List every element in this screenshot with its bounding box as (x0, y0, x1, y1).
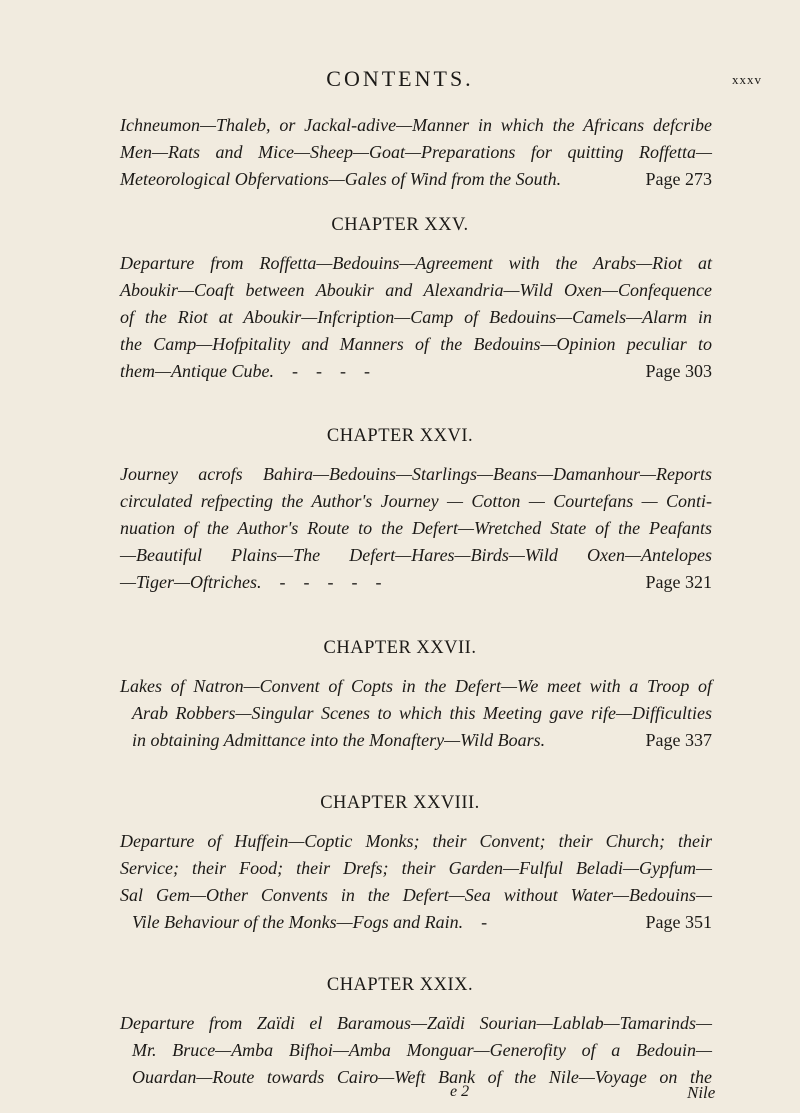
contents-entry (0, 975, 800, 1091)
catchword: Nile (687, 1083, 716, 1102)
summary-line: circulated refpecting the Author's Journey — Cotton — Courtefans — Conti- (120, 491, 712, 511)
signature-mark: e 2 (450, 1083, 470, 1100)
summary-line: —Beautiful Plains—The Defert—Hares—Birds—Wild Oxen—Antelopes (120, 545, 712, 565)
summary-line: nuation of the Author's Route to the Defert—Wretched State of the Peafants (120, 518, 712, 538)
summary-line: Service; their Food; their Drefs; their Garden—Fulful Beladi—Gypfum— (120, 858, 712, 878)
chapter-heading: CHAPTER XXIX. (326, 975, 474, 995)
summary-line: Departure from Zaïdi el Baramous—Zaïdi Sourian—Lablab—Tamarinds— (120, 1013, 712, 1033)
page-reference: Page 337 (645, 730, 712, 750)
summary-line: of the Riot at Aboukir—Infcription—Camp of Bedouins—Camels—Alarm in (120, 307, 712, 327)
summary-line: them—Antique Cube. ---- (120, 361, 388, 381)
chapter-heading: CHAPTER XXV. (331, 215, 469, 235)
summary-line: Departure of Huffein—Coptic Monks; their Convent; their Church; their (120, 831, 712, 851)
running-head: CONTENTS. (326, 66, 474, 91)
summary-line: Vile Behaviour of the Monks—Fogs and Rain. - (132, 912, 506, 932)
chapter-summary (120, 250, 712, 385)
summary-line: Aboukir—Coaft between Aboukir and Alexandria—Wild Oxen—Confequence (120, 280, 712, 300)
chapter-summary (120, 828, 712, 936)
summary-line: Meteorological Obfervations—Gales of Wind from the South. (120, 169, 562, 189)
contents-entry (0, 426, 800, 596)
summary-line: Arab Robbers—Singular Scenes to which this Meeting gave rife—Difficulties (132, 703, 712, 723)
page-reference: Page 321 (645, 572, 712, 592)
contents-entry (0, 215, 800, 385)
page-reference: Page 273 (645, 169, 712, 189)
contents-entry (0, 112, 800, 193)
page-reference: Page 303 (645, 361, 712, 381)
chapter-summary (120, 1010, 712, 1091)
summary-line: —Tiger—Oftriches. ----- (120, 572, 400, 592)
contents-entry (0, 638, 800, 754)
summary-line: Mr. Bruce—Amba Bifhoi—Amba Monguar—Generofity of a Bedouin— (132, 1040, 712, 1060)
summary-line: Lakes of Natron—Convent of Copts in the Defert—We meet with a Troop of (120, 676, 712, 696)
chapter-heading: CHAPTER XXVII. (323, 638, 477, 658)
folio-page-number: xxxv (732, 72, 762, 87)
chapter-summary (120, 112, 712, 193)
summary-line: Ouardan—Route towards Cairo—Weft Bank of the Nile—Voyage on the (132, 1067, 712, 1087)
chapter-heading: CHAPTER XXVI. (326, 426, 474, 446)
chapter-summary (120, 673, 712, 754)
summary-line: Journey acrofs Bahira—Bedouins—Starlings—Beans—Damanhour—Reports (120, 464, 712, 484)
chapter-heading: CHAPTER XXVIII. (320, 793, 480, 813)
page-reference: Page 351 (645, 912, 712, 932)
summary-line: in obtaining Admittance into the Monaftery—Wild Boars. (132, 730, 546, 750)
summary-line: Departure from Roffetta—Bedouins—Agreement with the Arabs—Riot at (120, 253, 712, 273)
summary-line: Sal Gem—Other Convents in the Defert—Sea without Water—Bedouins— (120, 885, 712, 905)
summary-line: Ichneumon—Thaleb, or Jackal-adive—Manner in which the Africans defcribe (120, 115, 712, 135)
summary-line: the Camp—Hofpitality and Manners of the Bedouins—Opinion peculiar to (120, 334, 712, 354)
summary-line: Men—Rats and Mice—Sheep—Goat—Preparations for quitting Roffetta— (120, 142, 712, 162)
contents-entry (0, 793, 800, 936)
chapter-summary (120, 461, 712, 596)
